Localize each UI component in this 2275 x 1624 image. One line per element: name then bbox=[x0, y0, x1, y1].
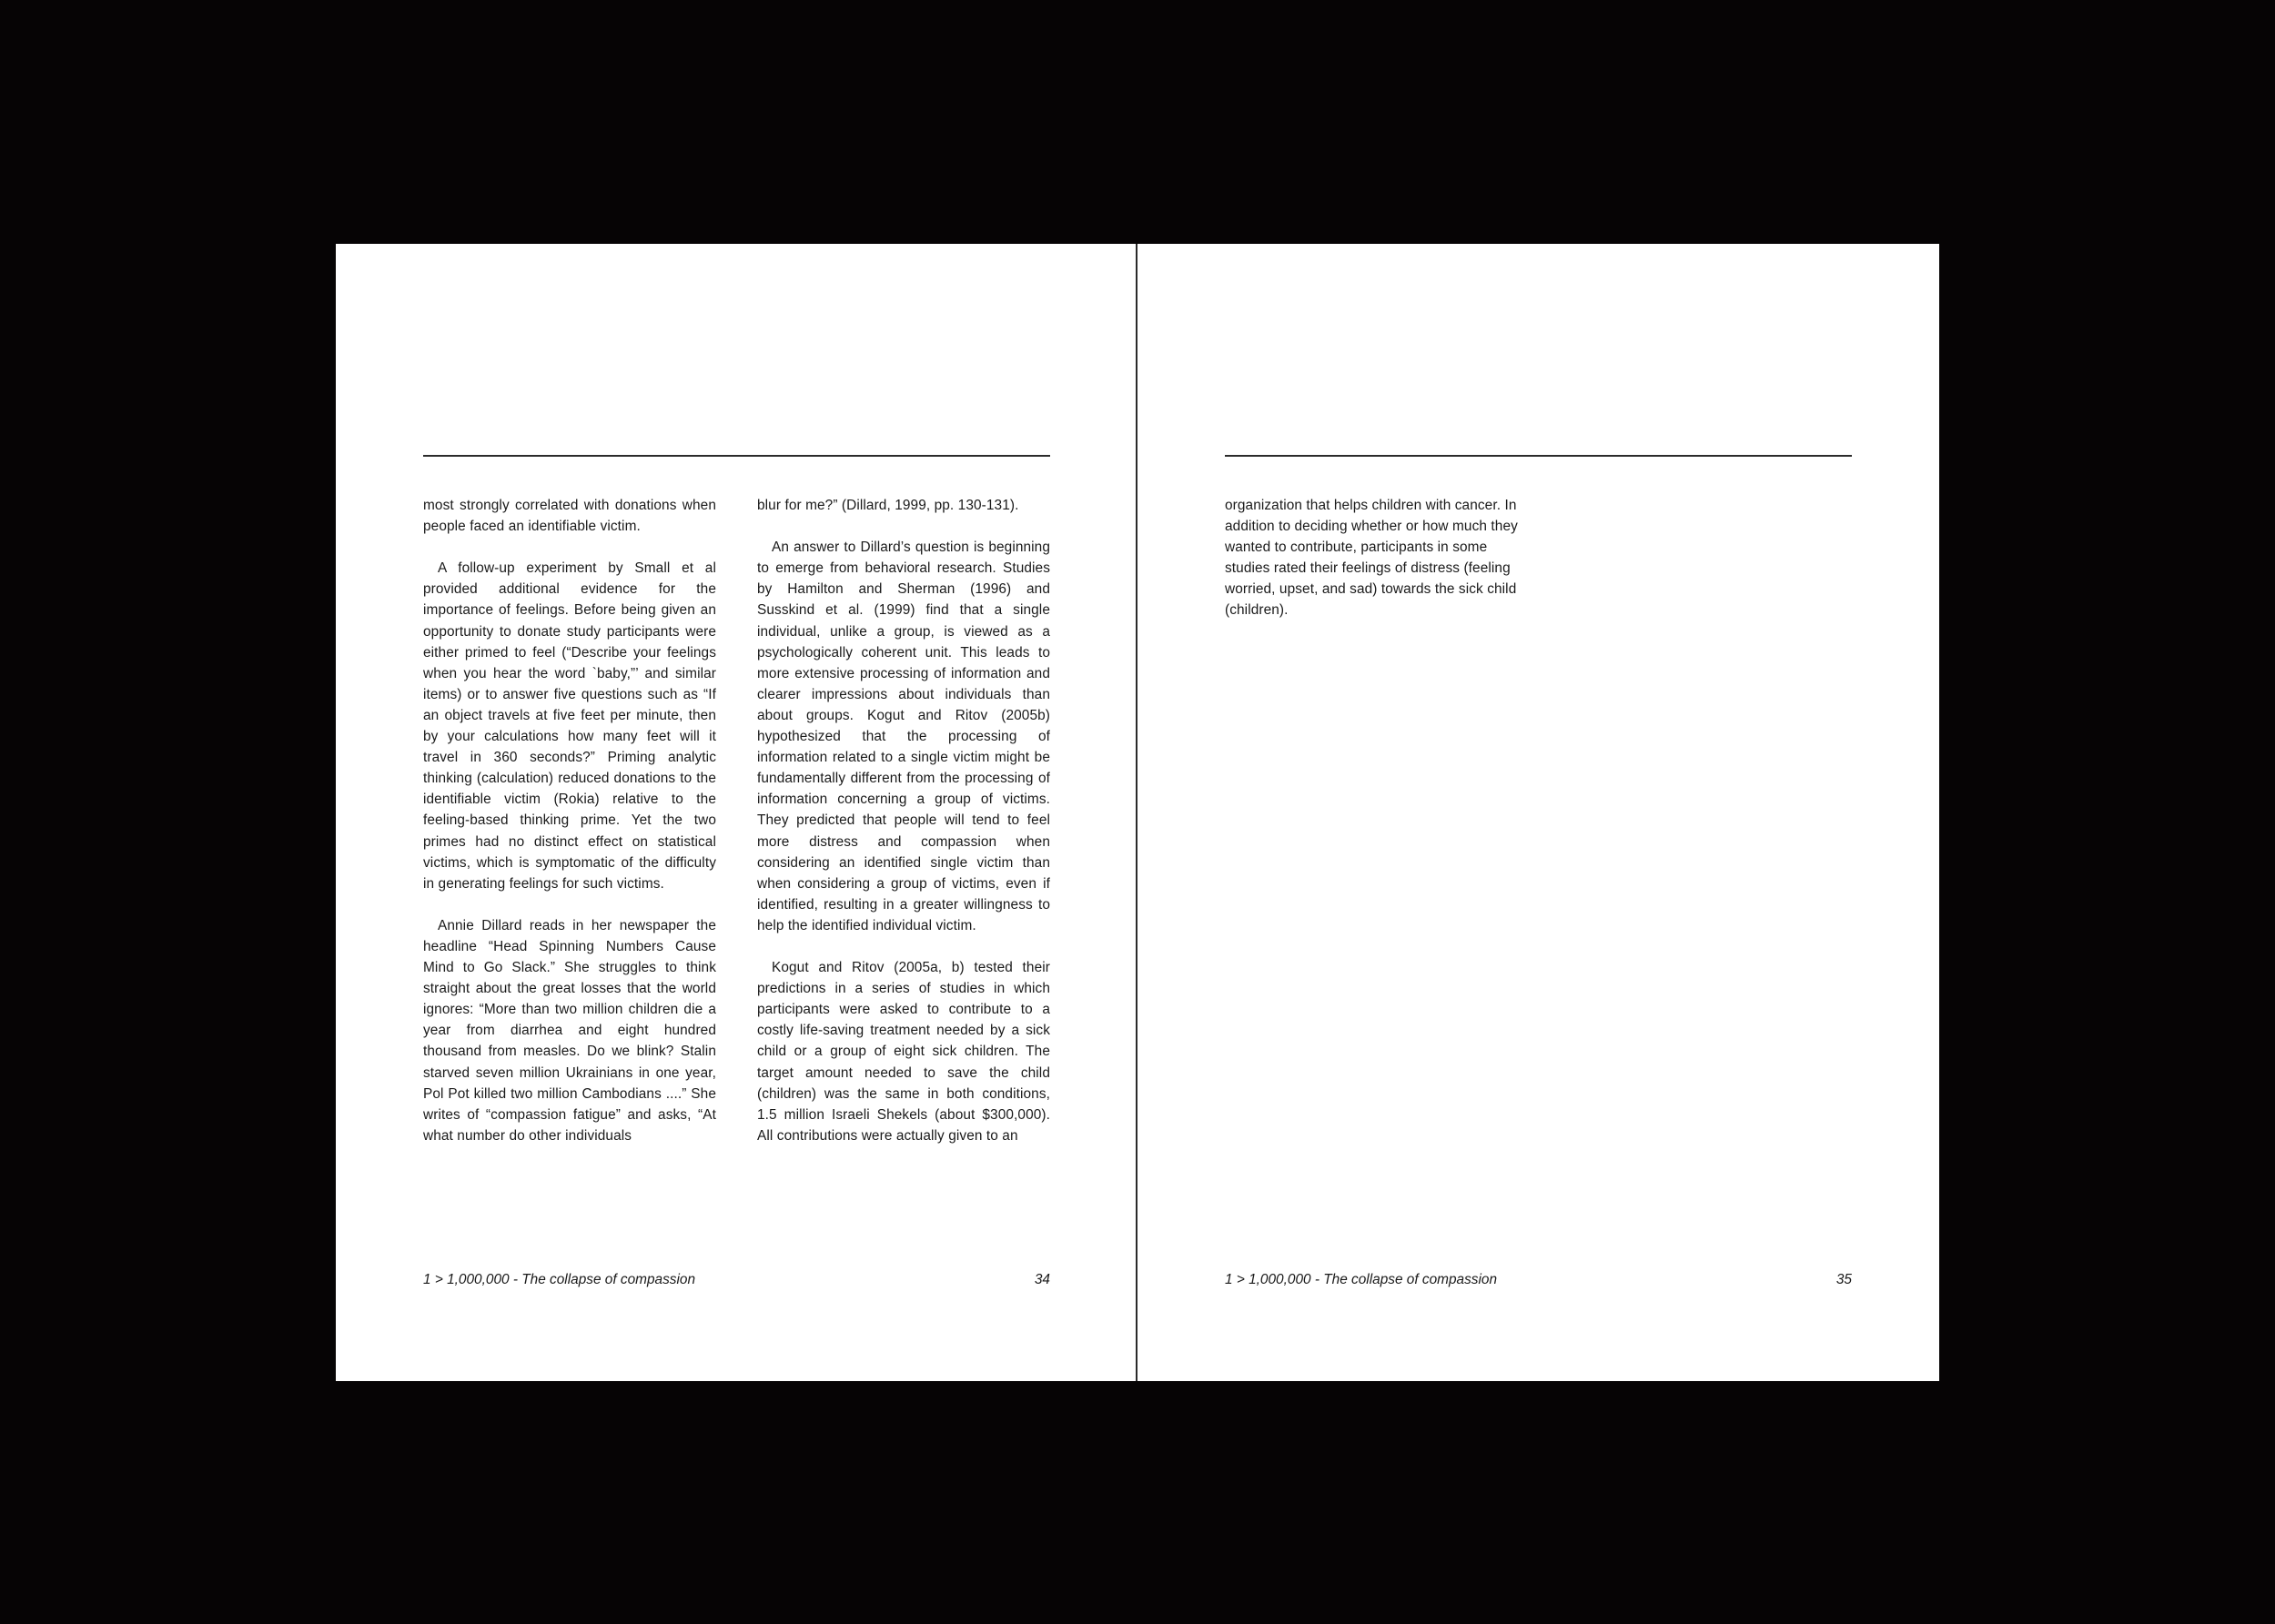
paragraph: organization that helps children with cancer. In addition to deciding whether or how much they wanted to contribute, participants in some studies rated their feelings of distress (feeling worried, upset, and sad) towards the sick child (children). bbox=[1225, 498, 1518, 619]
running-title: 1 > 1,000,000 - The collapse of compassion bbox=[1225, 1272, 1498, 1287]
left-page-column-1 bbox=[423, 495, 716, 1167]
paragraph: A follow-up experiment by Small et al provided additional evidence for the importance of feelings. Before being given an opportunity to donate study participants were either primed to feel (“Describe your feelings when you hear the word `baby,”’ and similar items) or to answer five questions such as “If an object travels at five feet per minute, then by your calculations how many feet will it travel in 360 seconds?” Priming analytic thinking (calculation) reduced donations to the identifiable victim (Rokia) relative to the feeling-based thinking prime. Yet the two primes had no distinct effect on statistical victims, which is symptomatic of the difficulty in generating feelings for such victims. bbox=[423, 560, 716, 892]
page-number: 35 bbox=[1835, 1272, 1852, 1287]
paragraph: most strongly correlated with donations when people faced an identifiable victim. bbox=[423, 498, 716, 535]
paragraph: An answer to Dillard’s question is beginning to emerge from behavioral research. Studies by Hamilton and Sherman (1996) and Susskind et al. (1999) find that a single individual, unlike a group, is viewed as a psychologically coherent unit. This leads to more extensive processing of information and clearer impressions about individuals than about groups. Kogut and Ritov (2005b) hypothesized that the processing of information related to a single victim might be fundamentally different from the processing of information concerning a group of victims. They predicted that people will tend to feel more distress and compassion when considering an identified single victim than when considering a group of victims, even if identified, resulting in a greater willingness to help the identified individual victim. bbox=[757, 540, 1050, 933]
page-number: 34 bbox=[1034, 1272, 1050, 1287]
header-rule bbox=[423, 455, 1050, 457]
book-spread bbox=[336, 244, 1939, 1381]
paragraph: blur for me?” (Dillard, 1999, pp. 130-131). bbox=[757, 498, 1019, 513]
left-page bbox=[336, 244, 1137, 1381]
paragraph: Kogut and Ritov (2005a, b) tested their predictions in a series of studies in which participants were asked to contribute to a costly life-saving treatment needed by a sick child or a group of eight sick children. The target amount needed to save the child (children) was the same in both conditions, 1.5 million Israeli Shekels (about $300,000). All contributions were actually given to an bbox=[757, 960, 1050, 1144]
page-footer bbox=[1225, 1272, 1852, 1294]
right-page-column-1 bbox=[1225, 495, 1518, 642]
page-footer bbox=[423, 1272, 1050, 1294]
left-page-column-2 bbox=[757, 495, 1050, 1167]
running-title: 1 > 1,000,000 - The collapse of compassion bbox=[423, 1272, 696, 1287]
header-rule bbox=[1225, 455, 1852, 457]
paragraph: Annie Dillard reads in her newspaper the headline “Head Spinning Numbers Cause Mind to Go Slack.” She struggles to think straight about the great losses that the world ignores: “More than two million children die a year from diarrhea and eight hundred thousand from measles. Do we blink? Stalin starved seven million Ukrainians in one year, Pol Pot killed two million Cambodians ....” She writes of “compassion fatigue” and asks, “At what number do other individuals bbox=[423, 917, 716, 1144]
right-page bbox=[1138, 244, 1938, 1381]
